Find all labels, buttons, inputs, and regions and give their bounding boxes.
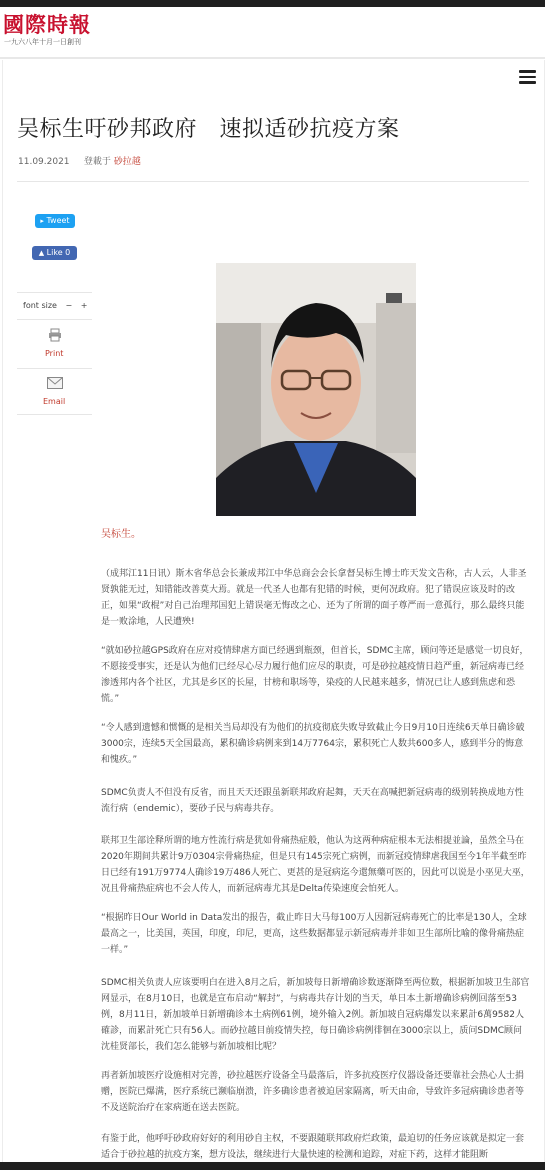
masthead (0, 7, 545, 55)
article-paragraph: SDMC负责人不但没有反省，而且天天还跟虽新联邦政府起舞，天天在高喊把新冠病毒的级别转换成地方性流行病（endemic），要砂子民与病毒共存。 (101, 788, 524, 814)
like-label: Like 0 (46, 248, 71, 257)
share-divider (17, 368, 92, 369)
header-divider (0, 57, 545, 59)
article-paragraph: 有鉴于此，他呼吁砂政府好好的利用砂自主权，不要跟随联邦政府烂政策，最迫切的任务应该就是拟定一套适合于砂拉越的抗疫方案，想方设法，继续进行大量快速的检测和追踪，对症下药，这样才能阻断 (101, 1134, 525, 1160)
share-divider (17, 414, 92, 415)
email-link[interactable]: Email (43, 397, 66, 406)
article-date: 11.09.2021 (18, 157, 70, 167)
share-divider (17, 319, 92, 320)
photo-caption: 吴标生。 (101, 529, 141, 540)
article-paragraph: “令人感到遗憾和惯慨的是相关当局却没有为他们的抗疫彻底失败导致截止今日9月10日连续6天单日确诊破3000宗，连续5天全国最高，累积确诊病例来到14万7764宗，累积死亡人数共600多人，感到半分的悔意和愧疚。” (101, 723, 525, 765)
article-title: 吴标生吁砂邦政府 速拟适砂抗疫方案 (17, 117, 400, 142)
font-decrease-button[interactable]: − (65, 301, 73, 310)
article-paragraph: “就如砂拉越GPS政府在应对疫情肆虐方面已经遇到瓶颈，但首长，SDMC主席，顾问等还是感觉一切良好，不愿接受事实，还是认为他们已经尽心尽力履行他们应尽的职责，可是砂拉越疫情日趋严重，新冠病毒已经渗透邦内各个社区，尤其是乡区的长屋，甘榜和职场等，染疫的人民越来越多，情况已让人感到焦虑和恐慌。” (101, 646, 529, 704)
facebook-thumb-icon: ▲ (38, 249, 45, 257)
posted-in-label: 登載于 (83, 157, 111, 167)
font-size-label: font size (23, 301, 57, 310)
article-paragraph: “根据昨日Our World in Data发出的报告，截止昨日大马每100万人因新冠病毒死亡的比率是130人，全球最高之一，比美国，英国，印度，印尼，更高，这些数据都显示新冠病毒并非如卫生部所比喻的像骨痛热症一样。” (101, 913, 527, 955)
logo-subtitle: 一九六八年十月一日創刊 (4, 38, 81, 46)
tweet-label: Tweet (46, 216, 70, 225)
article-photo (216, 263, 416, 516)
tweet-button[interactable] (35, 214, 75, 228)
article-paragraph: （成邦江11日讯）斯木省华总会长兼成邦江中华总商会会长拿督吴标生博士昨天发文告称，古人云，人非圣贤孰能无过，知错能改善莫大焉。就是一代圣人也都有犯错的时候，更何况政府。犯了错误应该及时的改正，如果“政棍”对自己治理邦国犯上错误毫无悔改之心、还为了所谓的面子尊严而一意孤行，那么最终只能是一败涂地，人民遭殃! (101, 569, 527, 627)
category-link[interactable]: 砂拉越 (113, 157, 141, 167)
article-paragraph: SDMC相关负责人应该要明白在进入8月之后，新加坡每日新增确诊数逐渐降至两位数，根据新加坡卫生部官网显示，在8月10日，也就是宣布启动“解封”，与病毒共存计划的当天，单日本土新增确诊病例回落至53例，8月11日，新加坡单日新增确诊本土病例61例，境外输入2例。新加坡自冠病爆发以来累計6萬9582人確診，而累計死亡只有56人。而砂拉越目前疫情失控，每日确诊病例徘徊在3000宗以上，质问SDMC顾问沈桂贤部长，我们怎么能够与新加坡相比呢？ (101, 978, 530, 1052)
site-logo[interactable]: 國際時報 (3, 12, 91, 37)
article-paragraph: 联邦卫生部诠释所谓的地方性流行病是犹如骨痛热症般，他认为这两种病症根本无法相提並論，虽然全马在2020年期间共累计9万0304宗骨痛热症，但是只有145宗死亡病例，而新冠疫情肆虐我国至今1年半截至昨日已经有191万9774人确诊19万486人死亡、更甚的是冠病迄今還無藥可医的，因此可以说是小巫见大巫，况且骨痛热症病也不会人传人，而新冠病毒尤其是Delta传染速度会怕死人。 (101, 836, 530, 894)
hamburger-menu-icon[interactable] (519, 70, 536, 84)
envelope-icon[interactable] (47, 377, 63, 389)
share-divider (17, 292, 92, 293)
twitter-bird-icon: ▸ (40, 217, 44, 225)
printer-icon[interactable] (48, 328, 62, 342)
article-meta (18, 154, 141, 167)
top-status-strip (0, 0, 545, 7)
print-link[interactable]: Print (45, 349, 64, 358)
article-paragraph: 再者新加坡医疗设施相对完善，砂拉越医疗设备全马最落后，许多抗疫医疗仪器设备还要靠社会热心人士捐赠，医院已爆满，医疗系统已濒临崩溃，许多确诊患者被迫居家隔离，听天由命，导致许多冠病确诊患者等不及送院治疗在家病逝在送去医院。 (101, 1071, 525, 1113)
meta-divider (17, 181, 529, 182)
bottom-status-strip (0, 1162, 545, 1170)
font-increase-button[interactable]: + (80, 301, 88, 310)
facebook-like-button[interactable] (32, 246, 77, 260)
font-size-control (23, 301, 87, 310)
